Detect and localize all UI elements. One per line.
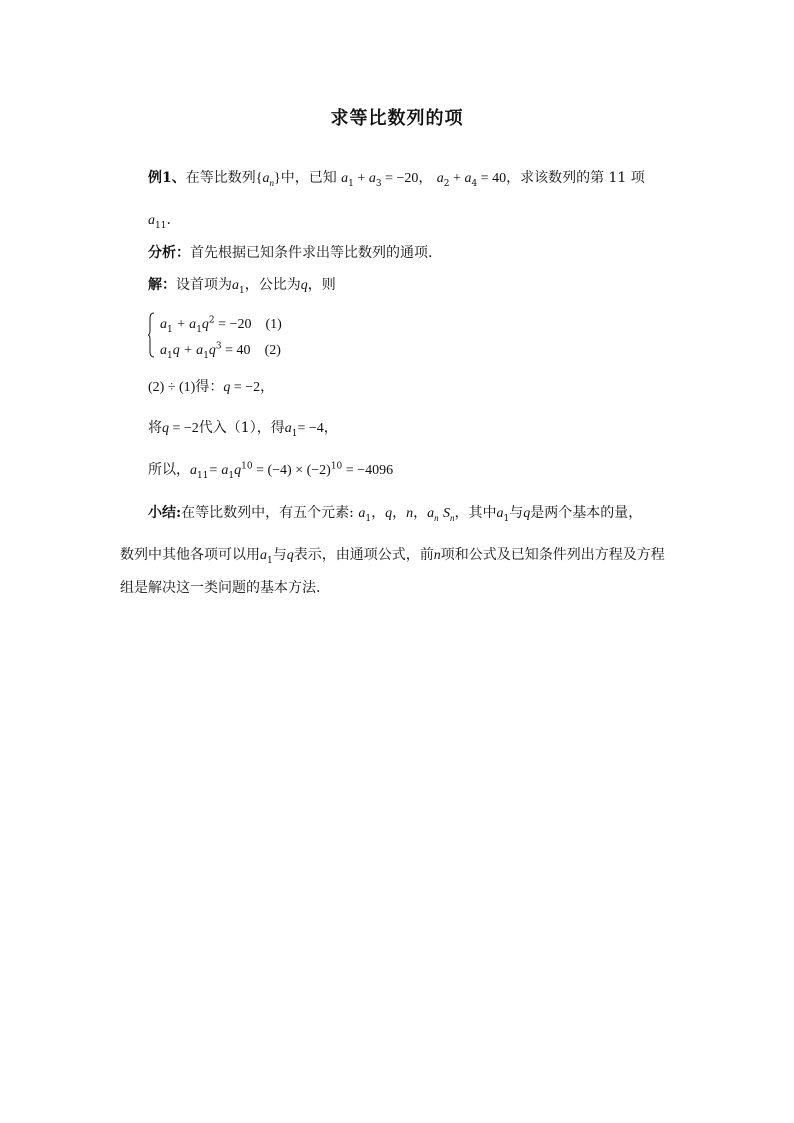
example-statement: 例1、在等比数列$\{a_n\}$中，已知 $a_1 + a_3 = -20$， $a_2 + a_4 = 40$，求该数列的第 11 项: [148, 170, 645, 189]
equation-1: $a_1 + a_1q^2 = -20$ (1): [160, 315, 282, 335]
step-result: 所以，$a_{11}= a_1q^{10} = (-4) \times (-2)^{10} = -4096$: [148, 461, 394, 481]
solution-label: 解：: [148, 277, 176, 293]
analysis-label: 分析：: [148, 245, 190, 261]
equation-2-tag: (2): [264, 343, 281, 358]
page-title: 求等比数列的项: [330, 108, 464, 129]
example-target: $a_{11}$.: [148, 212, 171, 231]
analysis-line: 分析：首先根据已知条件求出等比数列的通项.: [148, 245, 433, 261]
equation-1-tag: (1): [265, 317, 282, 332]
summary-line-2: 数列中其他各项可以用$a_1$与q表示，由通项公式，前n项和公式及已知条件列出方程及方程: [120, 547, 665, 566]
equation-2: $a_1q + a_1q^3 = 40$ (2): [160, 341, 281, 361]
example-label: 例1: [148, 170, 172, 186]
solution-intro: 解：设首项为$a_1$，公比为q，则: [148, 277, 336, 296]
step-substitute: 将q = −2代入（1），得$a_1= -4$，: [148, 420, 338, 439]
left-brace-icon: [148, 312, 155, 358]
step-divide: (2) ÷ (1)得：q = −2，: [148, 379, 275, 395]
summary-line-1: 小结:在等比数列中，有五个元素: $a_1$，q，n，$a_n$ $S_n$，其中$a_1$与q是两个基本的量，: [148, 505, 643, 524]
summary-label: 小结:: [148, 505, 182, 521]
summary-line-3: 组是解决这一类问题的基本方法.: [120, 580, 321, 596]
